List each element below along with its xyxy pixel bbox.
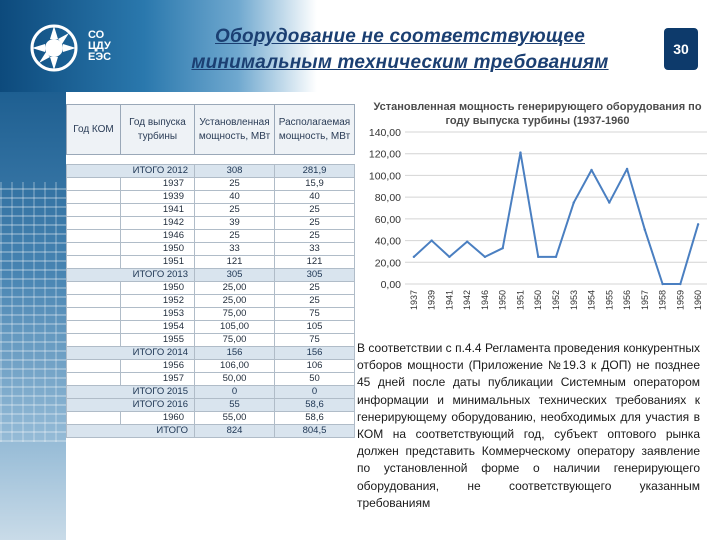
turbine-year-cell: 1952 (121, 295, 195, 308)
y-tick-label: 40,00 (374, 235, 401, 248)
turbine-year-cell: 1939 (121, 191, 195, 204)
table-row (67, 217, 355, 230)
available-cell: 75 (275, 334, 355, 347)
installed-cell: 0 (195, 386, 275, 399)
total-label: ИТОГО 2016 (67, 399, 195, 412)
kom-year-cell (67, 334, 121, 347)
installed-cell: 25 (195, 204, 275, 217)
kom-year-cell (67, 282, 121, 295)
data-point (448, 256, 450, 258)
x-tick-label: 1941 (444, 290, 455, 311)
available-cell: 25 (275, 217, 355, 230)
x-tick-label: 1958 (657, 290, 668, 311)
x-tick-label: 1960 (693, 290, 704, 311)
header-available-capacity: Располагаемая мощность, МВт (275, 105, 355, 155)
total-label: ИТОГО 2013 (67, 269, 195, 282)
kom-year-cell (67, 412, 121, 425)
kom-year-cell (67, 256, 121, 269)
x-tick-label: 1953 (568, 290, 579, 311)
installed-cell: 308 (195, 165, 275, 178)
table-row (67, 256, 355, 269)
available-cell: 25 (275, 295, 355, 308)
data-point (430, 239, 432, 241)
installed-cell: 40 (195, 191, 275, 204)
turbine-year-cell: 1955 (121, 334, 195, 347)
table-header-row (67, 105, 355, 155)
installed-cell: 156 (195, 347, 275, 360)
y-tick-label: 60,00 (374, 213, 401, 226)
x-tick-label: 1956 (622, 290, 633, 311)
y-tick-label: 0,00 (380, 279, 401, 291)
available-cell: 281,9 (275, 165, 355, 178)
y-tick-label: 120,00 (368, 148, 401, 161)
available-cell: 33 (275, 243, 355, 256)
turbine-year-cell: 1950 (121, 243, 195, 256)
table-row (67, 373, 355, 386)
table-row (67, 282, 355, 295)
header-kom-year: Год КОМ (67, 105, 121, 155)
data-point (644, 229, 646, 231)
installed-cell: 55 (195, 399, 275, 412)
table-row (67, 360, 355, 373)
installed-cell: 33 (195, 243, 275, 256)
installed-cell: 105,00 (195, 321, 275, 334)
installed-cell: 305 (195, 269, 275, 282)
turbine-year-cell: 1956 (121, 360, 195, 373)
data-point (519, 151, 521, 153)
kom-year-cell (67, 230, 121, 243)
available-cell: 156 (275, 347, 355, 360)
page-number: 30 (664, 28, 698, 70)
total-label: ИТОГО 2015 (67, 386, 195, 399)
kom-year-cell (67, 243, 121, 256)
table-row (67, 308, 355, 321)
turbine-year-cell: 1937 (121, 178, 195, 191)
x-tick-label: 1959 (675, 290, 686, 311)
data-point (555, 256, 557, 258)
x-tick-label: 1946 (479, 290, 490, 311)
slide-title: Оборудование не соответствующее минимальным техническим требованиям (191, 26, 609, 73)
data-point (697, 223, 699, 225)
table-body (67, 155, 355, 438)
available-cell: 75 (275, 308, 355, 321)
regulation-paragraph: В соответствии с п.4.4 Регламента проведения конкурентных отборов мощности (Приложение №19.3 к ДОП) не позднее 45 дней после даты публикации Системным оператором информации и минимальных технических требованиях к генерирующему оборудованию, необходимых для участия в КОМ на соответствующий год, субъект оптового рынка должен представить Коммерческому оператору заявление по установленной форме о наличии генерирующего оборудования, не соответствующего указанным требованиям (357, 341, 700, 510)
installed-cell: 25 (195, 230, 275, 243)
available-cell: 105 (275, 321, 355, 334)
available-cell: 106 (275, 360, 355, 373)
kom-year-cell (67, 191, 121, 204)
available-cell: 58,6 (275, 412, 355, 425)
installed-cell: 25,00 (195, 282, 275, 295)
logo-wordmark: СО ЦДУ ЕЭС (88, 29, 112, 63)
turbine-year-cell: 1957 (121, 373, 195, 386)
kom-year-cell (67, 217, 121, 230)
data-point (502, 247, 504, 249)
available-cell: 15,9 (275, 178, 355, 191)
data-point (679, 283, 681, 285)
installed-cell: 55,00 (195, 412, 275, 425)
data-point (484, 256, 486, 258)
x-tick-label: 1951 (515, 290, 526, 311)
data-point (661, 283, 663, 285)
x-tick-label: 1955 (604, 290, 615, 311)
available-cell: 40 (275, 191, 355, 204)
turbine-year-cell: 1951 (121, 256, 195, 269)
table-total-row (67, 347, 355, 360)
x-tick-label: 1937 (408, 290, 419, 311)
available-cell: 58,6 (275, 399, 355, 412)
x-tick-label: 1939 (426, 290, 437, 311)
kom-year-cell (67, 308, 121, 321)
table-total-row (67, 425, 355, 438)
y-tick-label: 140,00 (368, 127, 401, 139)
turbine-year-cell: 1946 (121, 230, 195, 243)
table-total-row (67, 269, 355, 282)
y-tick-label: 100,00 (368, 170, 401, 183)
table-row (67, 230, 355, 243)
available-cell: 121 (275, 256, 355, 269)
installed-cell: 25 (195, 178, 275, 191)
available-cell: 25 (275, 282, 355, 295)
data-point (590, 169, 592, 171)
installed-cell: 50,00 (195, 373, 275, 386)
turbine-year-cell: 1954 (121, 321, 195, 334)
installed-cell: 106,00 (195, 360, 275, 373)
total-label: ИТОГО 2012 (67, 165, 195, 178)
kom-year-cell (67, 295, 121, 308)
slide-header (0, 0, 720, 92)
capacity-line-chart (355, 96, 720, 336)
kom-year-cell (67, 360, 121, 373)
table-total-row (67, 165, 355, 178)
x-tick-label: 1950 (497, 290, 508, 311)
kom-year-cell (67, 321, 121, 334)
installed-cell: 121 (195, 256, 275, 269)
turbine-year-cell: 1942 (121, 217, 195, 230)
data-point (573, 201, 575, 203)
y-tick-label: 80,00 (374, 192, 401, 205)
turbine-year-cell: 1960 (121, 412, 195, 425)
x-tick-label: 1952 (551, 290, 561, 311)
table-row (67, 204, 355, 217)
x-tick-label: 1954 (586, 290, 597, 311)
installed-cell: 25,00 (195, 295, 275, 308)
x-tick-label: 1950 (533, 290, 544, 311)
installed-cell: 824 (195, 425, 275, 438)
total-label: ИТОГО (67, 425, 195, 438)
data-point (466, 240, 468, 242)
x-tick-label: 1957 (639, 290, 650, 311)
header-installed-capacity: Установленная мощность, МВт (195, 105, 275, 155)
data-point (413, 256, 415, 258)
turbine-year-cell: 1950 (121, 282, 195, 295)
table-row (67, 295, 355, 308)
available-cell: 804,5 (275, 425, 355, 438)
table-row (67, 321, 355, 334)
table-row (67, 412, 355, 425)
kom-year-cell (67, 204, 121, 217)
table-total-row (67, 386, 355, 399)
equipment-table (66, 104, 355, 438)
table-row (67, 334, 355, 347)
turbine-year-cell: 1953 (121, 308, 195, 321)
decorative-photo-strip (0, 92, 66, 540)
data-point (608, 201, 610, 203)
installed-cell: 75,00 (195, 334, 275, 347)
kom-year-cell (67, 373, 121, 386)
available-cell: 25 (275, 204, 355, 217)
table-total-row (67, 399, 355, 412)
data-point (626, 168, 628, 170)
available-cell: 25 (275, 230, 355, 243)
table-spacer (67, 155, 355, 165)
series-line (414, 153, 698, 284)
data-point (537, 256, 539, 258)
available-cell: 50 (275, 373, 355, 386)
x-tick-label: 1942 (462, 290, 473, 311)
available-cell: 305 (275, 269, 355, 282)
header-turbine-year: Год выпуска турбины (121, 105, 195, 155)
installed-cell: 75,00 (195, 308, 275, 321)
table-row (67, 243, 355, 256)
table-row (67, 178, 355, 191)
turbine-year-cell: 1941 (121, 204, 195, 217)
available-cell: 0 (275, 386, 355, 399)
y-tick-label: 20,00 (374, 257, 401, 270)
table-row (67, 191, 355, 204)
kom-year-cell (67, 178, 121, 191)
chart-title: Установленная мощность генерирующего оборудования по году выпуска турбины (1937-1960 (373, 101, 702, 127)
total-label: ИТОГО 2014 (67, 347, 195, 360)
installed-cell: 39 (195, 217, 275, 230)
